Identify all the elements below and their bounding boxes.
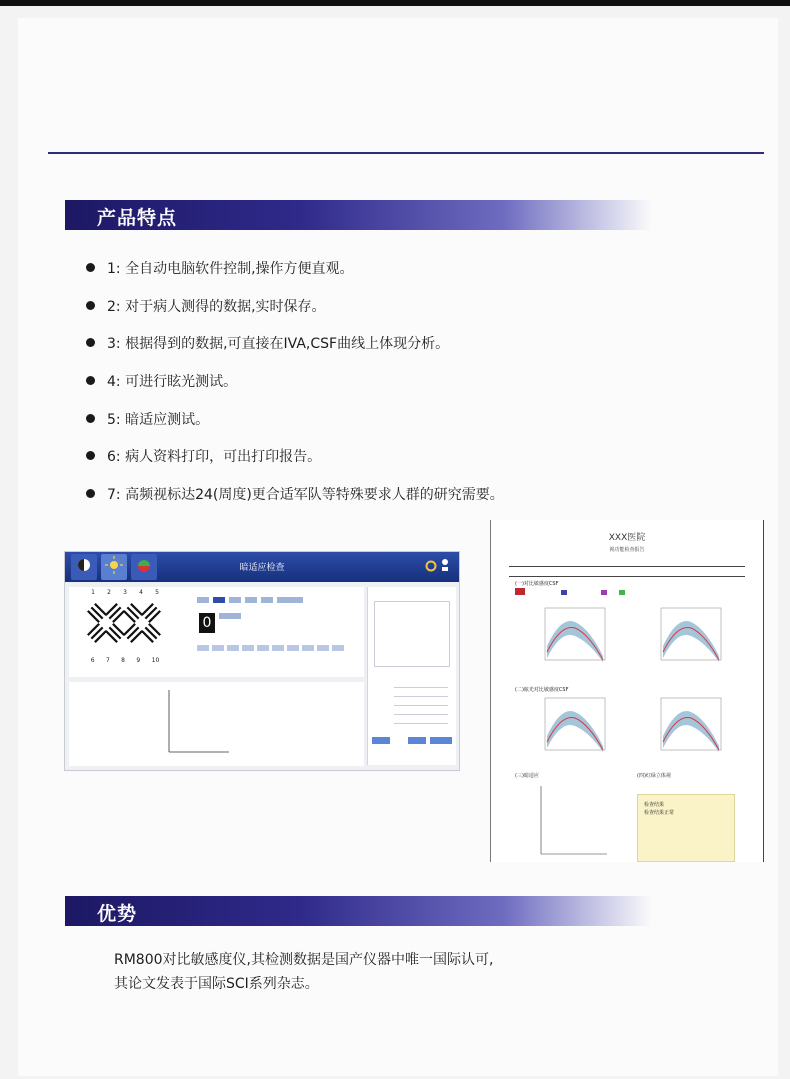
target-display: 0	[199, 613, 215, 633]
bullet-icon	[86, 489, 95, 498]
patient-fields[interactable]	[394, 679, 448, 725]
level-button[interactable]	[197, 597, 209, 603]
save-button[interactable]	[372, 737, 390, 744]
response-buttons[interactable]	[197, 645, 347, 651]
csf-chart	[655, 606, 727, 670]
bullet-icon	[86, 301, 95, 310]
result-textarea[interactable]	[374, 601, 450, 667]
level-button[interactable]	[277, 597, 303, 603]
dark-adaptation-chart	[69, 682, 364, 766]
feature-item: 2: 对于病人测得的数据,实时保存。	[82, 296, 642, 334]
dark-adaptation-axes	[521, 782, 611, 860]
grating-chart	[85, 595, 165, 655]
result-box	[637, 794, 735, 862]
level-button[interactable]	[229, 597, 241, 603]
grating-numbers-top: 1 2 3 4 5	[91, 589, 159, 596]
legend-swatch	[561, 590, 567, 595]
feature-item: 5: 暗适应测试。	[82, 409, 642, 447]
grating-numbers-bottom: 6 7 8 9 10	[90, 657, 160, 664]
result-value: 检查结果正常	[644, 810, 675, 816]
bullet-icon	[86, 263, 95, 272]
level-button[interactable]	[213, 597, 225, 603]
csf-chart	[655, 696, 727, 760]
patient-panel	[367, 587, 456, 765]
bullet-icon	[86, 414, 95, 423]
report-divider	[509, 566, 745, 567]
app-header	[65, 552, 459, 582]
legend-swatch	[515, 588, 525, 595]
report-section-stereo: (四)红绿立体视	[637, 773, 671, 779]
advantage-title: 优势	[97, 903, 138, 925]
level-button[interactable]	[245, 597, 257, 603]
level-button[interactable]	[261, 597, 273, 603]
csf-chart	[539, 696, 611, 760]
help-icon	[441, 558, 453, 574]
report-hospital: XXX医院	[608, 533, 646, 543]
features-banner	[65, 200, 650, 230]
settings-icon	[425, 560, 437, 572]
features-list	[82, 258, 642, 522]
bullet-icon	[86, 451, 95, 460]
report-document	[490, 520, 764, 862]
result-label: 检查结果	[644, 802, 665, 808]
app-title: 暗适应检查	[239, 563, 285, 573]
print-button[interactable]	[408, 737, 426, 744]
report-section-glare: (二)眩光对比敏感度CSF	[515, 687, 569, 693]
report-section-csf: (一)对比敏感度CSF	[515, 581, 559, 587]
software-screenshot	[64, 551, 460, 771]
feature-item: 3: 根据得到的数据,可直接在IVA,CSF曲线上体现分析。	[82, 333, 642, 371]
feature-item: 6: 病人资料打印，可出打印报告。	[82, 446, 642, 484]
feature-item: 4: 可进行眩光测试。	[82, 371, 642, 409]
advantage-text: RM800对比敏感度仪,其检测数据是国产仪器中唯一国际认可, 其论文发表于国际SCI系列杂志。	[114, 952, 494, 992]
legend-swatch	[619, 590, 625, 595]
report-subtitle: 视功能检查报告	[609, 547, 645, 553]
legend-swatch	[601, 590, 607, 595]
chart-axes	[69, 682, 364, 766]
advantage-banner	[65, 896, 650, 926]
feature-item: 1: 全自动电脑软件控制,操作方便直观。	[82, 258, 642, 296]
bullet-icon	[86, 338, 95, 347]
bullet-icon	[86, 376, 95, 385]
start-button[interactable]	[219, 613, 241, 619]
report-button[interactable]	[430, 737, 452, 744]
report-divider	[509, 576, 745, 577]
test-panel	[69, 587, 364, 677]
report-section-dark: (三)暗适应	[515, 773, 539, 779]
page-top-edge	[0, 0, 790, 6]
header-rule	[48, 152, 764, 154]
features-title: 产品特点	[97, 207, 178, 229]
csf-chart	[539, 606, 611, 670]
feature-item: 7: 高频视标达24(周度)更合适军队等特殊要求人群的研究需要。	[82, 484, 642, 522]
